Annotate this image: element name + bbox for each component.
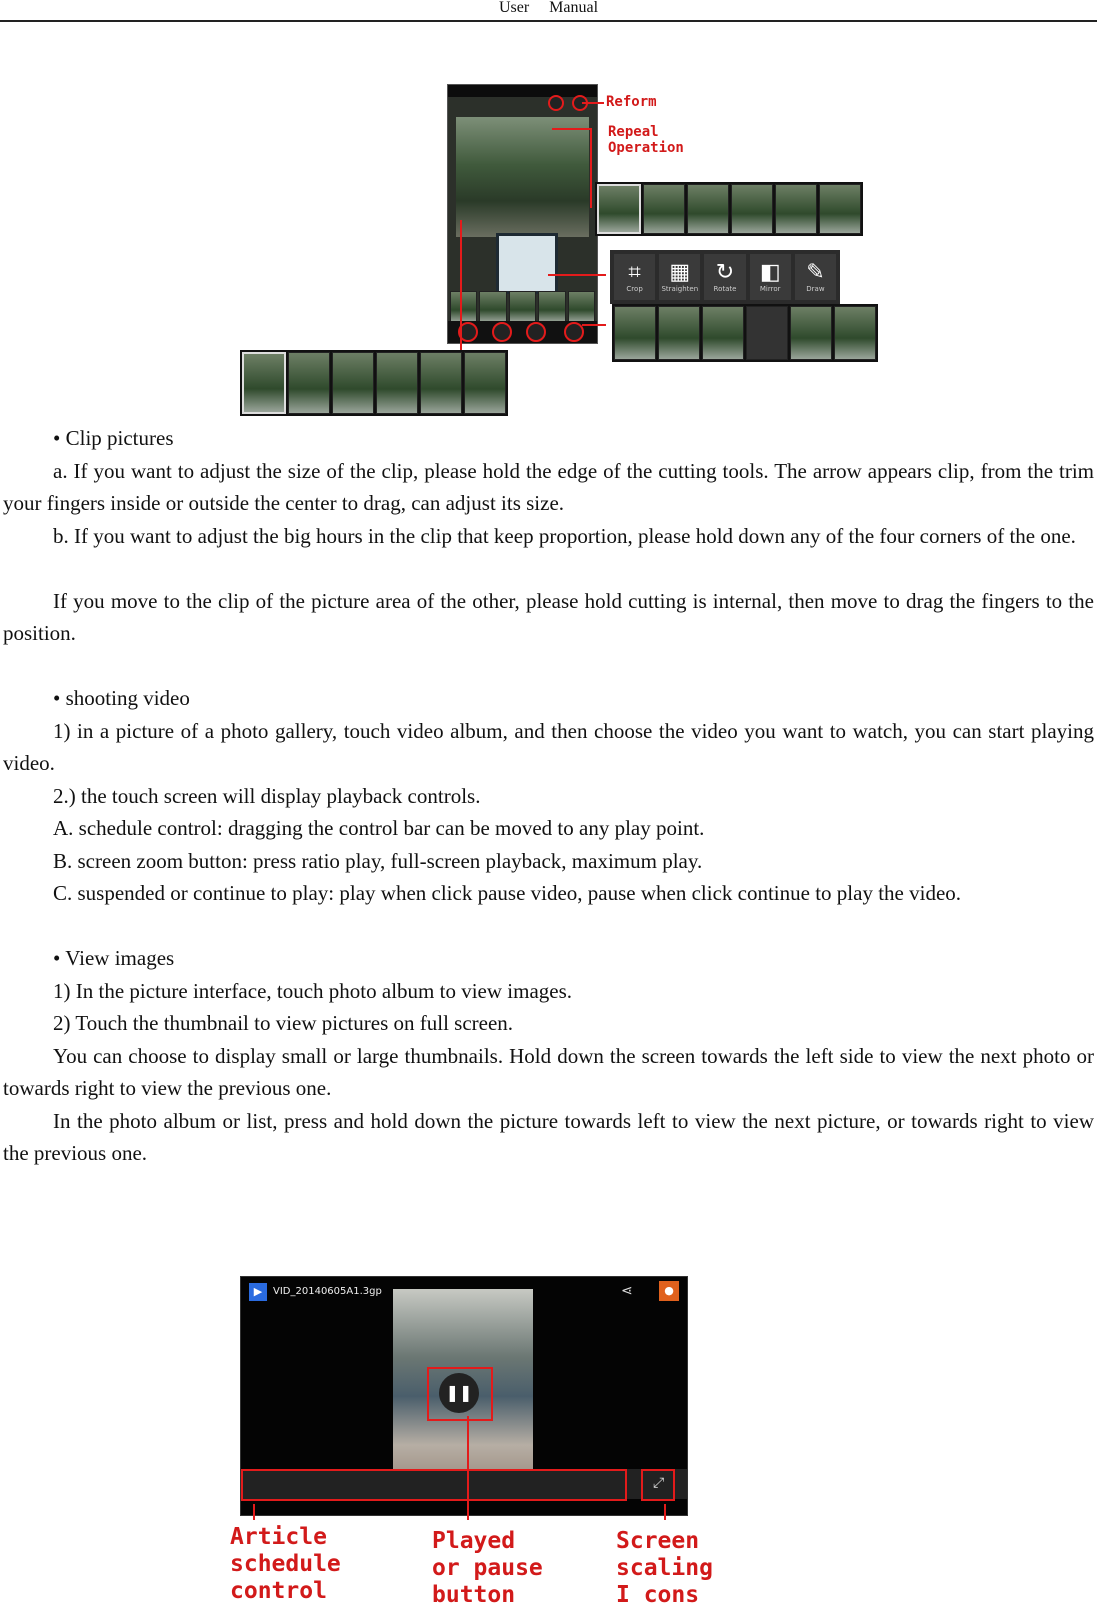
draw-icon: ✎ xyxy=(806,260,825,285)
crop-icon: ⌗ xyxy=(628,260,641,285)
monitor-photo xyxy=(496,233,558,294)
callout-line xyxy=(253,1504,255,1520)
draw-tool[interactable]: ✎ Draw xyxy=(795,254,836,300)
camera-icon[interactable]: ● xyxy=(659,1281,679,1301)
plant-photo xyxy=(456,117,589,237)
header-user: User xyxy=(498,0,530,16)
callout-line xyxy=(664,1504,666,1520)
clip-paragraph-b: b. If you want to adjust the big hours in the clip that keep proportion, please hold down any of the four corners of the one. xyxy=(53,523,1076,548)
pause-button[interactable]: ❚❚ xyxy=(439,1373,479,1413)
repeal-label: Repeal xyxy=(608,124,659,140)
crop-tool[interactable]: ⌗ Crop xyxy=(614,254,655,300)
clip-paragraph-a: a. If you want to adjust the size of the clip, please hold the edge of the cutting tools. The arrow appears clip, from the trim your fingers inside or outside the center to drag, can adjust its size. xyxy=(3,458,1094,515)
video-step-2: 2.) the touch screen will display playback controls. xyxy=(53,783,481,808)
video-step-b: B. screen zoom button: press ratio play, full-screen playback, maximum play. xyxy=(53,848,703,873)
reform-label: Reform xyxy=(606,94,657,110)
editor-figure xyxy=(0,80,1097,416)
effects-strip xyxy=(612,304,878,362)
schedule-control-label: Article schedule control xyxy=(230,1524,341,1604)
crop-tools-panel xyxy=(610,250,840,304)
play-icon: ▶ xyxy=(249,1283,267,1301)
callout-line xyxy=(590,128,592,208)
scaling-icons-label: Screen scaling I cons xyxy=(616,1528,713,1608)
phone-bottom-bar xyxy=(448,321,597,343)
header-manual: Manual xyxy=(549,0,599,16)
view-step-2: 2) Touch the thumbnail to view pictures on full screen. xyxy=(53,1011,514,1035)
video-step-1: 1) in a picture of a photo gallery, touch video album, and then choose the video you want to watch, you can start playing video. xyxy=(3,718,1094,775)
straighten-icon: ▦ xyxy=(669,260,691,285)
rotate-icon: ↻ xyxy=(715,260,735,285)
callout-line xyxy=(460,220,462,350)
callout-line xyxy=(467,1416,469,1520)
video-heading: • shooting video xyxy=(53,686,190,710)
schedule-highlight xyxy=(241,1469,627,1501)
page-header xyxy=(0,0,1097,22)
fullscreen-icon[interactable]: ⤢ xyxy=(653,1475,665,1491)
view-paragraph-4: In the photo album or list, press and hold down the picture towards left to view the next picture, or towards right to view the previous one. xyxy=(3,1108,1094,1165)
operation-label: Operation xyxy=(608,140,684,156)
body-text xyxy=(3,422,1094,1170)
callout-line xyxy=(582,102,604,104)
callout-line xyxy=(552,128,590,130)
clip-move-paragraph: If you move to the clip of the picture area of the other, please hold cutting is internal, then move to drag the fingers to the position. xyxy=(3,588,1094,645)
status-bar xyxy=(448,85,597,97)
callout-line xyxy=(548,274,606,276)
frames-strip xyxy=(240,350,508,416)
view-step-1: 1) In the picture interface, touch photo album to view images. xyxy=(53,978,573,1003)
mirror-icon: ◧ xyxy=(759,260,781,285)
filter-strip xyxy=(595,182,863,236)
adjust-icon xyxy=(564,322,584,342)
video-title: VID_20140605A1.3gp xyxy=(273,1286,382,1297)
video-step-a: A. schedule control: dragging the control bar can be moved to any play point. xyxy=(53,816,705,840)
view-paragraph-3: You can choose to display small or large thumbnails. Hold down the screen towards the left side to view the next photo or towards right to view the previous one. xyxy=(3,1043,1094,1100)
phone-screenshot xyxy=(447,84,598,344)
view-heading: • View images xyxy=(53,946,175,970)
video-top-bar xyxy=(241,1277,687,1307)
share-icon[interactable]: ⋖ xyxy=(621,1283,633,1299)
pause-button-label: Played or pause button xyxy=(432,1528,543,1608)
video-player-figure xyxy=(0,1270,1097,1612)
clip-heading: • Clip pictures xyxy=(53,426,174,450)
pause-highlight xyxy=(427,1367,493,1421)
undo-icon xyxy=(548,95,564,111)
callout-line xyxy=(582,324,606,326)
phone-filter-strip xyxy=(450,291,595,323)
mirror-tool[interactable]: ◧ Mirror xyxy=(750,254,791,300)
rotate-tool[interactable]: ↻ Rotate xyxy=(704,254,745,300)
video-step-c: C. suspended or continue to play: play when click pause video, pause when click continue to play the video. xyxy=(53,881,962,905)
crop-tool-icon xyxy=(526,322,546,342)
straighten-tool[interactable]: ▦ Straighten xyxy=(659,254,700,300)
zoom-highlight xyxy=(641,1469,675,1501)
frame-icon xyxy=(492,322,512,342)
video-player xyxy=(240,1276,688,1516)
